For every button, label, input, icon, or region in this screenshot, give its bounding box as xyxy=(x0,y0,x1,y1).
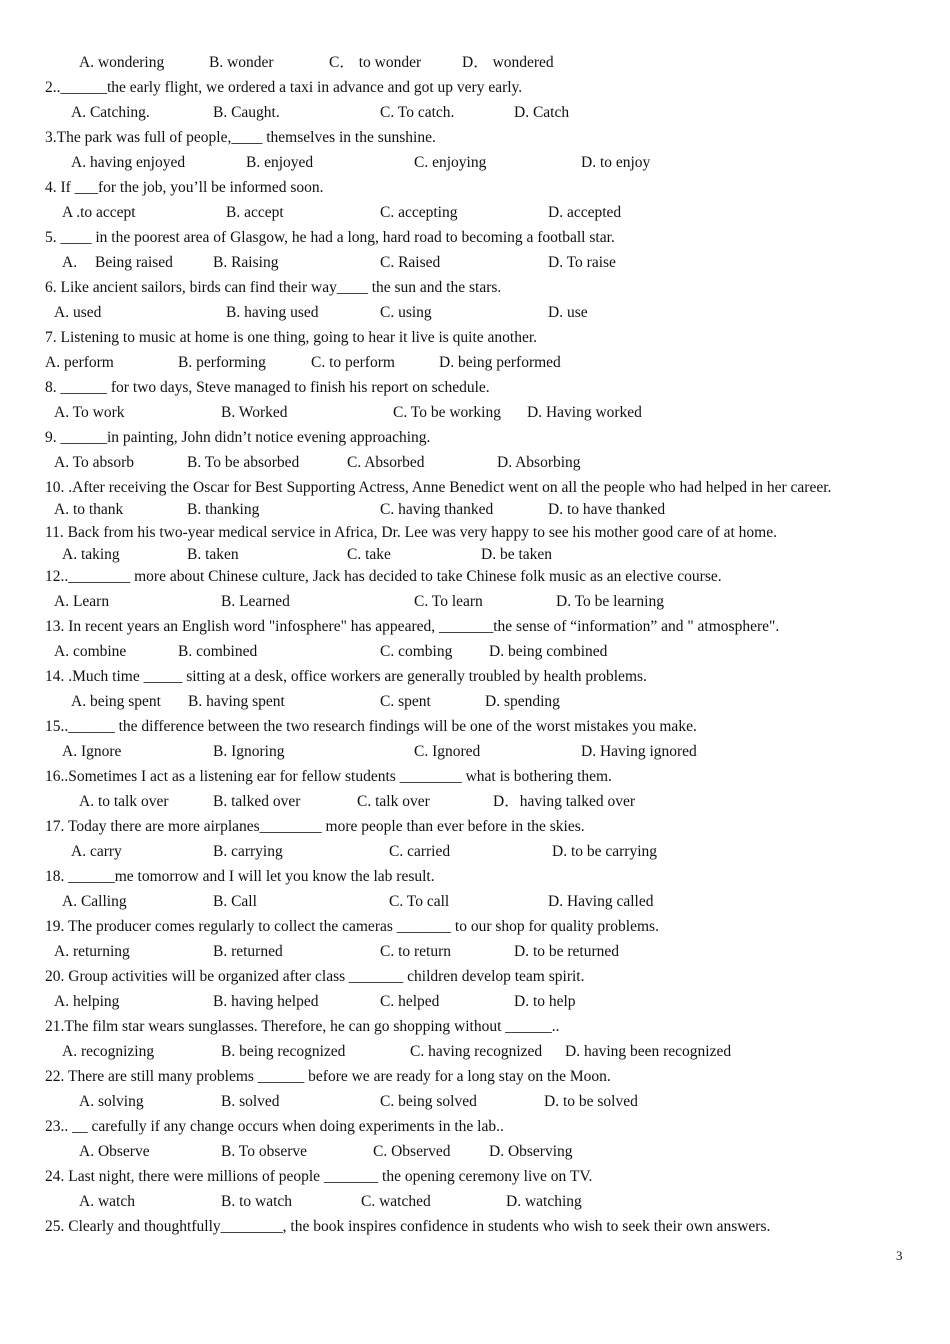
line-text: 19. The producer comes regularly to collect the cameras _______ to our shop for quality problems. xyxy=(45,918,659,935)
answer-options xyxy=(0,102,950,124)
option-3: C. To catch. xyxy=(380,104,455,121)
option-3: C. To learn xyxy=(414,593,483,610)
option-1: A. Calling xyxy=(62,893,127,910)
question-text xyxy=(0,666,950,688)
option-3: C. enjoying xyxy=(414,154,487,171)
option-2: B. Learned xyxy=(221,593,290,610)
answer-options xyxy=(0,1191,950,1213)
option-2: B. combined xyxy=(178,643,258,660)
question-text xyxy=(0,327,950,349)
line-text: 17. Today there are more airplanes________ more people than ever before in the skies. xyxy=(45,818,585,835)
question-text xyxy=(0,522,950,544)
option-5: D. To raise xyxy=(548,254,616,271)
answer-options xyxy=(0,791,950,813)
answer-options xyxy=(0,252,950,274)
line-text: 23.. __ carefully if any change occurs when doing experiments in the lab.. xyxy=(45,1118,504,1135)
line-text: 15..______ the difference between the two research findings will be one of the worst mistakes you make. xyxy=(45,718,697,735)
answer-options xyxy=(0,891,950,913)
option-4: D． wondered xyxy=(462,54,554,71)
option-2: B. solved xyxy=(221,1093,280,1110)
answer-options xyxy=(0,152,950,174)
option-3: C. To be working xyxy=(393,404,501,421)
option-4: D. Having ignored xyxy=(581,743,697,760)
question-text xyxy=(0,1066,950,1088)
answer-options xyxy=(0,1141,950,1163)
option-4: D. use xyxy=(548,304,588,321)
option-1: A. watch xyxy=(79,1193,135,1210)
option-2: B. having used xyxy=(226,304,319,321)
answer-options xyxy=(0,941,950,963)
option-2: B. To observe xyxy=(221,1143,308,1160)
option-4: D. accepted xyxy=(548,204,622,221)
answer-options xyxy=(0,641,950,663)
question-text xyxy=(0,1116,950,1138)
option-1: A. carry xyxy=(71,843,122,860)
option-4: D. to be carrying xyxy=(552,843,658,860)
option-2: B. performing xyxy=(178,354,266,371)
line-text: 2..______the early flight, we ordered a taxi in advance and got up very early. xyxy=(45,79,523,96)
option-3: C. having recognized xyxy=(410,1043,543,1060)
option-2: B. Call xyxy=(213,893,257,910)
answer-options xyxy=(0,452,950,474)
option-2: B. to watch xyxy=(221,1193,293,1210)
answer-options xyxy=(0,499,950,521)
option-1: A. Catching. xyxy=(71,104,150,121)
question-text xyxy=(0,816,950,838)
answer-options xyxy=(0,544,950,566)
question-text xyxy=(0,1216,950,1238)
question-text xyxy=(0,227,950,249)
option-2: B. accept xyxy=(226,204,284,221)
option-4: D. to be solved xyxy=(544,1093,638,1110)
line-text: 22. There are still many problems ______ before we are ready for a long stay on the Moon. xyxy=(45,1068,611,1085)
line-text: 21.The film star wears sunglasses. Therefore, he can go shopping without ______.. xyxy=(45,1018,560,1035)
question-text xyxy=(0,866,950,888)
line-text: 20. Group activities will be organized after class _______ children develop team spirit. xyxy=(45,968,585,985)
option-3: C. take xyxy=(347,546,391,563)
option-4: D. being performed xyxy=(439,354,561,371)
option-3: C. accepting xyxy=(380,204,458,221)
option-4: D. to help xyxy=(514,993,576,1010)
page-number: 3 xyxy=(896,1248,903,1263)
option-4: D. to enjoy xyxy=(581,154,651,171)
option-1: A. xyxy=(62,254,78,271)
line-text: 12..________ more about Chinese culture, Jack has decided to take Chinese folk music as an elective course. xyxy=(45,568,722,585)
option-1: A. taking xyxy=(62,546,120,563)
option-1: A. perform xyxy=(45,354,114,371)
option-4: D．having talked over xyxy=(493,793,636,810)
option-3: C. combing xyxy=(380,643,453,660)
option-3: C. using xyxy=(380,304,432,321)
option-2: B. taken xyxy=(187,546,239,563)
question-text xyxy=(0,377,950,399)
option-1: A. To absorb xyxy=(54,454,134,471)
option-2: B. enjoyed xyxy=(246,154,314,171)
answer-options xyxy=(0,52,950,74)
answer-options xyxy=(0,402,950,424)
answer-options xyxy=(0,352,950,374)
option-3: C. being solved xyxy=(380,1093,477,1110)
answer-options xyxy=(0,841,950,863)
option-1: A. recognizing xyxy=(62,1043,155,1060)
question-text xyxy=(0,1016,950,1038)
option-1: A. to thank xyxy=(54,501,124,518)
option-2: B. having spent xyxy=(188,693,285,710)
option-2: B. Worked xyxy=(221,404,288,421)
option-4: D. having been recognized xyxy=(565,1043,732,1060)
line-text: 13. In recent years an English word "infosphere" has appeared, _______the sense of “information” and " atmosphere". xyxy=(45,618,780,635)
line-text: 9. ______in painting, John didn’t notice evening approaching. xyxy=(45,429,431,446)
line-text: 14. .Much time _____ sitting at a desk, office workers are generally troubled by health problems. xyxy=(45,668,647,685)
option-4: D. watching xyxy=(506,1193,582,1210)
line-text: 3.The park was full of people,____ themselves in the sunshine. xyxy=(45,129,436,146)
question-text xyxy=(0,566,950,588)
question-text xyxy=(0,916,950,938)
question-text xyxy=(0,716,950,738)
option-1: A. helping xyxy=(54,993,120,1010)
option-4: D. Observing xyxy=(489,1143,573,1160)
option-1: A. Learn xyxy=(54,593,110,610)
option-3: C. to perform xyxy=(311,354,395,371)
line-text: 5. ____ in the poorest area of Glasgow, he had a long, hard road to becoming a football star. xyxy=(45,229,615,246)
option-2: B. having helped xyxy=(213,993,319,1010)
option-3: C. Ignored xyxy=(414,743,481,760)
option-2: B. talked over xyxy=(213,793,301,810)
option-4: D. to be returned xyxy=(514,943,620,960)
option-2: B. thanking xyxy=(187,501,260,518)
option-4: D. Having worked xyxy=(527,404,642,421)
question-text xyxy=(0,127,950,149)
option-4: D. Catch xyxy=(514,104,570,121)
answer-options xyxy=(0,302,950,324)
option-1: A. To work xyxy=(54,404,125,421)
line-text: 10. .After receiving the Oscar for Best Supporting Actress, Anne Benedict went on all the people who had helped in her career. xyxy=(45,479,832,496)
option-2: B. wonder xyxy=(209,54,274,71)
option-1: A. Ignore xyxy=(62,743,122,760)
question-text xyxy=(0,177,950,199)
question-text xyxy=(0,477,950,499)
option-2: B. Caught. xyxy=(213,104,280,121)
option-3: C. having thanked xyxy=(380,501,494,518)
option-3: C. Observed xyxy=(373,1143,451,1160)
option-1: A. to talk over xyxy=(79,793,169,810)
option-3: C. helped xyxy=(380,993,440,1010)
option-3: B. Raising xyxy=(213,254,279,271)
option-2: B. Ignoring xyxy=(213,743,285,760)
option-1: A. wondering xyxy=(79,54,165,71)
option-2: Being raised xyxy=(95,254,173,271)
line-text: 6. Like ancient sailors, birds can find their way____ the sun and the stars. xyxy=(45,279,502,296)
option-1: A. being spent xyxy=(71,693,161,710)
option-1: A .to accept xyxy=(62,204,136,221)
option-3: C. spent xyxy=(380,693,431,710)
option-3: C. to return xyxy=(380,943,452,960)
option-2: B. being recognized xyxy=(221,1043,346,1060)
option-4: D. be taken xyxy=(481,546,553,563)
line-text: 25. Clearly and thoughtfully________, the book inspires confidence in students who wish to seek their own answers. xyxy=(45,1218,771,1235)
question-text xyxy=(0,966,950,988)
line-text: 7. Listening to music at home is one thing, going to hear it live is quite another. xyxy=(45,329,538,346)
answer-options xyxy=(0,202,950,224)
option-3: C． to wonder xyxy=(329,54,422,71)
answer-options xyxy=(0,991,950,1013)
option-3: C. To call xyxy=(389,893,450,910)
option-3: C. carried xyxy=(389,843,451,860)
option-2: B. carrying xyxy=(213,843,283,860)
option-1: A. solving xyxy=(79,1093,144,1110)
question-text xyxy=(0,77,950,99)
option-1: A. used xyxy=(54,304,102,321)
option-1: A. having enjoyed xyxy=(71,154,186,171)
question-text xyxy=(0,1166,950,1188)
option-4: D. being combined xyxy=(489,643,608,660)
line-text: 8. ______ for two days, Steve managed to finish his report on schedule. xyxy=(45,379,490,396)
question-text xyxy=(0,616,950,638)
option-4: D. Having called xyxy=(548,893,654,910)
line-text: 24. Last night, there were millions of people _______ the opening ceremony live on TV. xyxy=(45,1168,593,1185)
option-4: D. Absorbing xyxy=(497,454,581,471)
option-1: A. returning xyxy=(54,943,130,960)
answer-options xyxy=(0,1041,950,1063)
option-4: D. to have thanked xyxy=(548,501,666,518)
option-1: A. Observe xyxy=(79,1143,150,1160)
question-text xyxy=(0,427,950,449)
answer-options xyxy=(0,691,950,713)
question-text xyxy=(0,766,950,788)
answer-options xyxy=(0,741,950,763)
line-text: 4. If ___for the job, you’ll be informed soon. xyxy=(45,179,324,196)
option-3: C. Absorbed xyxy=(347,454,425,471)
option-4: D. To be learning xyxy=(556,593,664,610)
option-4: D. spending xyxy=(485,693,560,710)
option-3: C. watched xyxy=(361,1193,431,1210)
option-2: B. To be absorbed xyxy=(187,454,300,471)
option-1: A. combine xyxy=(54,643,127,660)
line-text: 16..Sometimes I act as a listening ear for fellow students ________ what is bothering them. xyxy=(45,768,612,785)
option-4: C. Raised xyxy=(380,254,441,271)
question-text xyxy=(0,277,950,299)
line-text: 11. Back from his two-year medical service in Africa, Dr. Lee was very happy to see his mother good care of at home. xyxy=(45,524,777,541)
line-text: 18. ______me tomorrow and I will let you know the lab result. xyxy=(45,868,435,885)
answer-options xyxy=(0,1091,950,1113)
answer-options xyxy=(0,591,950,613)
option-3: C. talk over xyxy=(357,793,430,810)
option-2: B. returned xyxy=(213,943,283,960)
